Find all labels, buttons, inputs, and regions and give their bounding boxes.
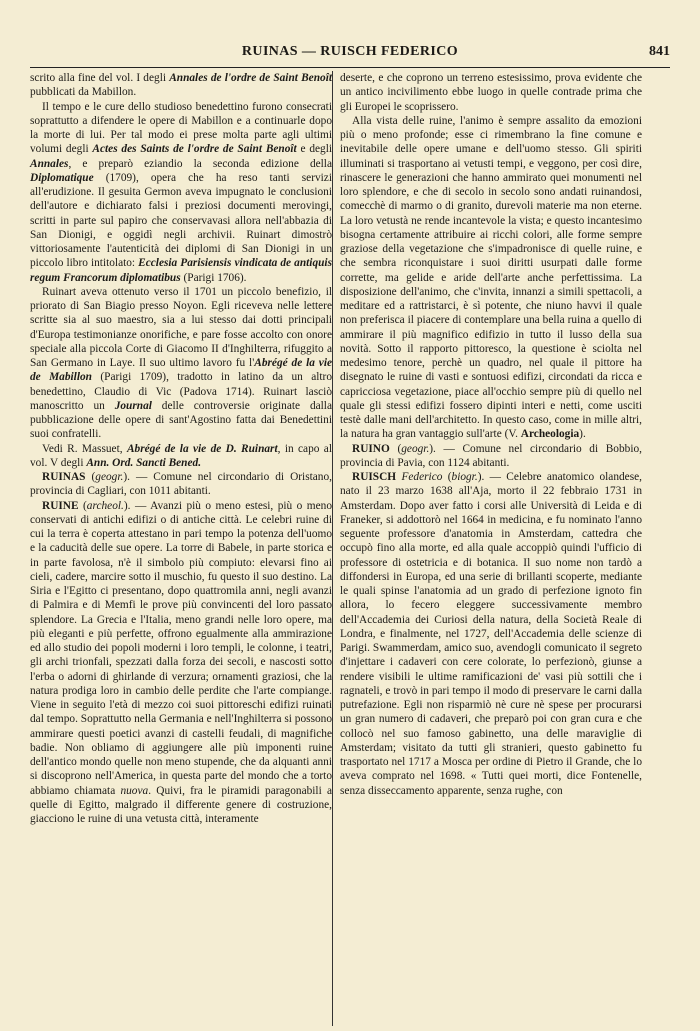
header-rule [30,67,670,68]
text-run: , e preparò eziandio la seconda edizione della [68,157,332,170]
emphasis-text: RUINO [352,442,390,455]
column-divider [332,71,333,1026]
text-run: Il tempo e le cure dello studioso benedettino furono consecrati soprattutto a difendere le opere di Mabillon e a continuarle dopo la morte di lui. Per tal modo ei prese molta parte agli ultimi volumi degli [30,100,332,156]
emphasis-text: RUINAS [42,471,86,483]
emphasis-text: archeol. [86,499,124,512]
paragraph [340,71,642,114]
text-run: ). — Avanzi più o meno estesi, più o meno conservati di antichi edifizi o di antiche città. Le celebri ruine di cui la terra è coperta attestano in pari tempo la potenza dell'uomo e la caducità delle sue opere. La torre di Babele, in parte storica e in parte favolosa, n'è il simbolo più compiuto: elevarsi fino ai cieli, cadere, marcire sotto il muschio, fu questo il suo destino. La Siria e l'Egitto ci presentano, dopo quattromila anni, negli avanzi di Palmira e di Memfi le prove più convincenti del loro passato splendore. La Grecia e l'Italia, meno grandi nelle loro opere, ma più eleganti e più perfette, offrono egualmente alla ammirazione ed allo studio dei popoli moderni i loro templi, le colonne, i teatri, gli archi trionfali, spezzati dalla forza dei secoli, e nascosti sotto l'erba o adorni di ghirlande di verzura; ornamenti graziosi, che la natura prodiga loro in cambio delle perdite che l'arte compiange. Viene in seguito l'età di mezzo coi suoi pittoreschi edifizi ruinati dal tempo. Soprattutto nella Germania e nell'Inghilterra si possono ammirare questi poetici avanzi di castelli feudali, di magnifiche badie. Non obliamo di aggiungere alle più imponenti ruine dell'antico mondo quelle non meno stupende, che da alquanti anni si discoprono nell'America, in questa parte del mondo che a torto abbiamo chiamata [30,499,332,797]
left-column [30,71,332,826]
text-run: ). — Celebre anatomico olandese, nato il 23 marzo 1638 all'Aja, morto il 22 febbraio 1731 in Amsterdam. Dopo aver fatto i corsi alle Università di Leida e di Franeker, si addottorò nel 1664 in medicina, e fu nominato l'anno seguente professore d'anatomia in Amsterdam, cattedra che occupò fino alla morte, ed alla quale accoppiò quindi l'ufficio di professore di ostetricia e di botanica. Il suo nome non tardò a diffondersi in Europa, ed una serie di brillanti scoperte, mediante le quali spinse l'anatomia ad un grado di perfezione ignoto fin allora, lo fecero eleggere successivamente membro dell'Accademia dei Curiosi della natura, della Società Reale di Londra, e finalmente, nel 1727, dell'Accademia delle scienze di Parigi. Swammerdam, amico suo, avendogli comunicato il segreto d'injettare i cadaveri con cere colorate, lo perfezionò, giunse a rendere visibili le ultime ramificazioni de' vasi più sottili che i ragnateli, e trovò in pari tempo il modo di preservare le carni dalla putrefazione. Egli non risparmiò nè cure nè spese per procurarsi un gran numero di cadaveri, che preparò poi con gran cura e che collocò nel suo famoso gabinetto, una delle maraviglie di Amsterdam; visitato da tutti gli stranieri, questo gabinetto fu trasportato nel 1717 a Mosca per ordine di Pietro il Grande, che lo aveva comprato nel 1698. « Tutti quei morti, dice Fontenelle, senza disseccamento apparente, senza rughe, con [340,471,642,797]
emphasis-text: biogr. [451,471,478,483]
text-run: , in capo al vol. V degli [30,442,332,469]
text-run: ( [85,471,96,483]
dictionary-entry [30,499,332,827]
text-run: ( [442,471,452,483]
text-run: (Parigi 1709), tradotto in latino da un altro benedettino, Claudio di Vic (Padova 1714). Ruinart lasciò manoscritto un [30,371,332,412]
paragraph [340,114,642,442]
emphasis-text: Federico [401,471,443,483]
text-run: ). — Comune nel circondario di Oristano, provincia di Cagliari, con 1011 abitanti. [30,471,332,498]
dictionary-entry [340,470,642,798]
text-run: deserte, e che coprono un terreno estesissimo, prova evidente che un antico incivilimento ebbe luogo in quelle contrade prima che gli Europei le scoprissero. [340,72,642,113]
text-run: (1709), opera che ha reso tanti servizi all'erudizione. Il gesuita Germon aveva impugnato le conclusioni dell'autore e dichiarato falsi i preziosi documenti merovingi, scritti in parte sul papiro che conservavasi allora nell'abbazia di San Dionigi, e oggidì negli archivii. Ruinart dimostrò vittoriosamente l'autenticità dei diplomi di San Dionigi in un piccolo libro intitolato: [30,171,332,270]
emphasis-text: Archeologia [520,428,580,441]
text-run: ). — Comune nel circondario di Bobbio, provincia di Pavia, con 1124 abitanti. [340,442,642,469]
emphasis-text: Diplomatique [30,171,94,184]
paragraph [30,71,332,100]
emphasis-text: Journal [114,399,152,412]
text-run: ( [389,442,402,455]
page-number: 841 [649,44,670,59]
emphasis-text: geogr. [401,442,430,455]
text-run: ( [78,499,87,512]
text-run: e degli [296,143,333,156]
text-run: (Parigi 1706). [180,271,247,284]
emphasis-text: RUINE [42,499,79,512]
running-header [30,44,670,66]
emphasis-text: Ann. Ord. Sancti Bened. [86,456,202,469]
paragraph [30,285,332,442]
text-run: Vedi R. Massuet, [42,442,127,455]
dictionary-entry [30,470,332,499]
dictionary-entry [340,442,642,471]
emphasis-text: Abrégé de la vie de Mabillon [30,357,333,384]
paragraph [30,442,332,471]
running-title: RUINAS — RUISCH FEDERICO [241,44,459,59]
emphasis-text: Abrégé de la vie de D. Ruinart [126,442,278,455]
text-run: Ruinart aveva ottenuto verso il 1701 un piccolo benefizio, il priorato di San Biagio presso Noyon. Egli riceveva nelle lettere scritte sia al suo maestro, sia a lui stesso dai dotti principali d'Europa testimonianze onorifiche, e pare fosse accolto con onore speciale alla piccola Corte di Giacomo II d'Inghilterra, rifuggito a San Germano in Laye. Il suo ultimo lavoro fu l' [30,285,332,369]
emphasis-text: Actes des Saints de l'ordre de Saint Benoît [92,143,297,156]
right-column [340,71,642,798]
text-run: ). [579,428,586,441]
emphasis-text: RUISCH [352,471,397,483]
emphasis-text: nuova [120,784,149,797]
text-run: delle controversie originate dalla pubblicazione delle opere di sant'Agostino fatta dai Benedettini suoi confratelli. [30,399,332,441]
text-run: Alla vista delle ruine, l'animo è sempre assalito da emozioni più o meno profonde; esse ci rimembrano la fine comune e inevitabile delle opere umane e dell'uomo stesso. Gli spiriti illuminati si trasportano ai vetusti tempi, e veggono, per così dire, rinascere le generazioni che hanno ammirato quei monumenti nel loro splendore, e che di secolo in secolo sono andati ruinandosi, comecchè di marmo o di granito, durevoli materie ma non eterne. La loro vetustà ne rende incantevole la vista; e questo incantesimo bisogna certamente attribuire ai ricchi colori, alle forme sempre graziose della vegetazione che s'impadronisce di quelle ruine, e che sembra riconquistare i suoi diritti usurpati dalle forme corrette, ma gelide e aride dell'arte anche perfettissima. La disposizione dell'animo, che c'invita, innanzi a simili spettacoli, a meditare ed a rattristarci, è sì potente, che niuno havvi il quale non preferisca il piacere di contemplare una bella ruina a quello di ammirare il più magnifico edifizio in tutto il lusso della sua novità. Sotto il rapporto pittoresco, la questione è sciolta nel medesimo tenore, perchè un quadro, nel quale il pittore ha disegnato le ruine di vasti e sontuosi edifizi, circondati da ricca e capricciosa vegetazione, piace all'occhio sempre più di quello nel quale gli stessi edifizi fossero dipinti interi e netti, come usciti testè dalle mani dell'architetto. In questo caso, come in mille altri, la natura ha gran vantaggio sull'arte (V. [340,114,642,441]
emphasis-text: Annales de l'ordre de Saint Benoît [169,72,332,84]
paragraph [30,100,332,285]
emphasis-text: Annales [30,157,69,170]
text-run: . Quivi, fra le piramidi paragonabili a quelle di Egitto, malgrado il differente genere di costruzione, giacciono le ruine di una vetusta città, interamente [30,784,332,825]
text-run: pubblicati da Mabillon. [30,86,137,99]
emphasis-text: geogr. [95,471,124,483]
emphasis-text: Ecclesia Parisiensis vindicata de antiquis regum Francorum diplomatibus [30,257,332,284]
text-run: scrito alla fine del vol. I degli [30,72,170,84]
